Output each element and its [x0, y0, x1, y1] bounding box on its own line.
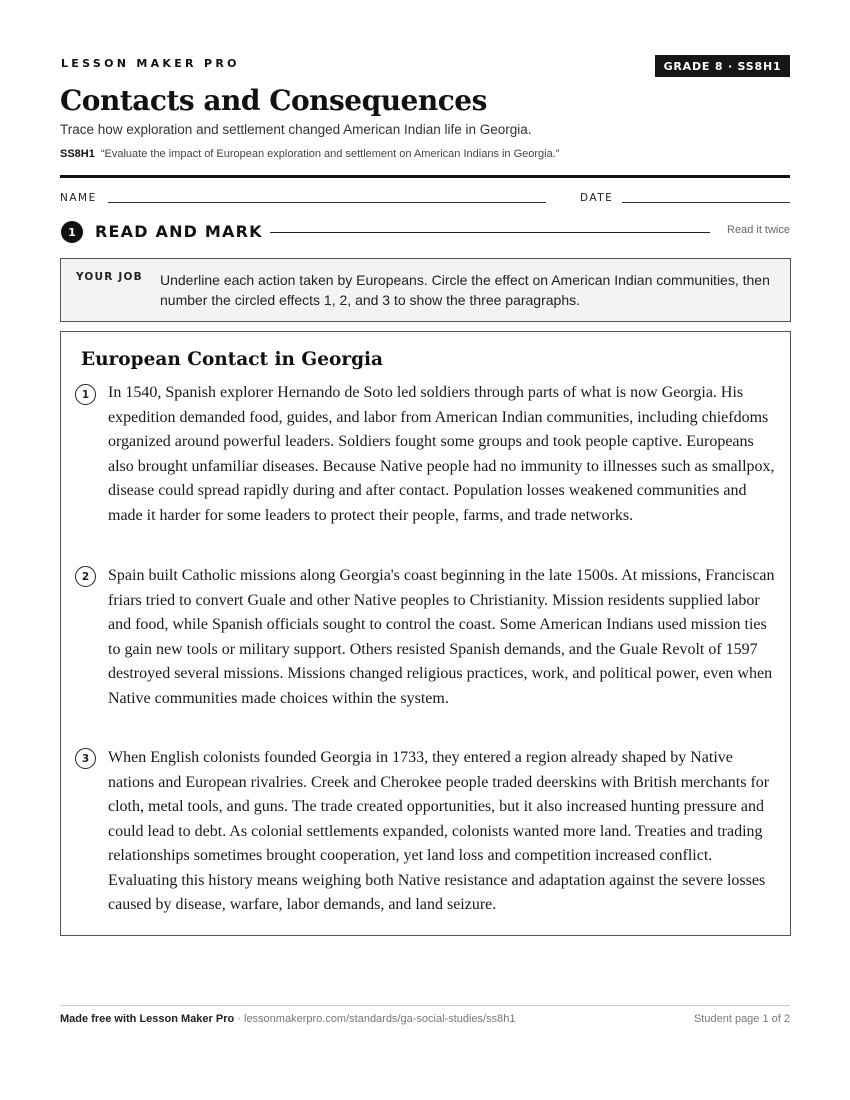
footer-url[interactable]: lessonmakerpro.com/standards/ga-social-studies/ss8h1 — [244, 1013, 516, 1025]
footer-credit — [60, 1013, 515, 1025]
passage-paragraph: Spain built Catholic missions along Georgia's coast beginning in the late 1500s. At missions, Franciscan friars tried to convert Guale and other Native peoples to Christianity. Mission residents supplied labor and food, while Spanish officials sought to control the coast. Some American Indians used mission ties to gain new tools or military support. Others resisted Spanish demands, and the Guale Revolt of 1597 destroyed several missions. Missions changed religious practices, work, and political power, even when Native communities made choices within the system. — [108, 567, 775, 707]
section-divider — [270, 232, 710, 233]
page-title: Contacts and Consequences — [60, 84, 487, 117]
page-subtitle: Trace how exploration and settlement changed American Indian life in Georgia. — [60, 122, 532, 137]
instructions-box — [60, 258, 791, 322]
footer-separator: · — [234, 1013, 244, 1025]
standard-text: “Evaluate the impact of European exploration and settlement on American Indians in Georgia.” — [100, 148, 560, 160]
date-write-line[interactable] — [622, 202, 790, 203]
passage-paragraph: In 1540, Spanish explorer Hernando de Soto led soldiers through parts of what is now Georgia. His expedition demanded food, guides, and labor from American Indian communities, including chiefdoms organized around powerful leaders. Soldiers fought some groups and took people captive. Europeans also brought unfamiliar diseases. Because Native people had no immunity to illnesses such as smallpox, disease could spread rapidly during and after contact. Population losses weakened communities and made it harder for some leaders to protect their people, farms, and trade networks. — [108, 384, 775, 524]
brand-wordmark: LESSON MAKER PRO — [61, 57, 240, 70]
standard-line — [60, 148, 559, 160]
footer-page-count: Student page 1 of 2 — [693, 1013, 790, 1025]
section-note: Read it twice — [727, 224, 790, 236]
instructions-label: YOUR JOB — [76, 271, 143, 283]
name-label: NAME — [60, 192, 97, 204]
section-title: READ AND MARK — [95, 222, 263, 241]
instructions-text: Underline each action taken by Europeans. Circle the effect on American Indian communities, then number the circled effects 1, 2, and 3 to show the three paragraphs. — [160, 272, 770, 308]
reading-passage — [60, 331, 791, 936]
passage-paragraph: When English colonists founded Georgia in 1733, they entered a region already shaped by Native nations and European rivalries. Creek and Cherokee people traded deerskins with British merchants for cloth, metal tools, and guns. The trade created opportunities, but it also increased hunting pressure and could lead to debt. As colonial settlements expanded, colonists wanted more land. Treaties and trading relationships sometimes brought cooperation, yet land loss and competition increased conflict. Evaluating this history means weighing both Native resistance and adaptation against the severe losses caused by disease, warfare, labor demands, and land seizure. — [108, 749, 770, 913]
footer-made-with: Made free with Lesson Maker Pro — [60, 1013, 235, 1025]
standard-code: SS8H1 — [60, 148, 95, 160]
paragraph-number-badge: 1 — [75, 384, 96, 405]
section-number-badge: 1 — [61, 221, 83, 243]
footer-divider — [60, 1005, 790, 1006]
passage-title: European Contact in Georgia — [81, 349, 384, 370]
header-divider — [60, 175, 790, 178]
paragraph-number-badge: 3 — [75, 748, 96, 769]
paragraph-number-badge: 2 — [75, 566, 96, 587]
grade-badge: GRADE 8 · SS8H1 — [655, 55, 790, 77]
date-label: DATE — [580, 192, 614, 204]
name-write-line[interactable] — [108, 202, 546, 203]
